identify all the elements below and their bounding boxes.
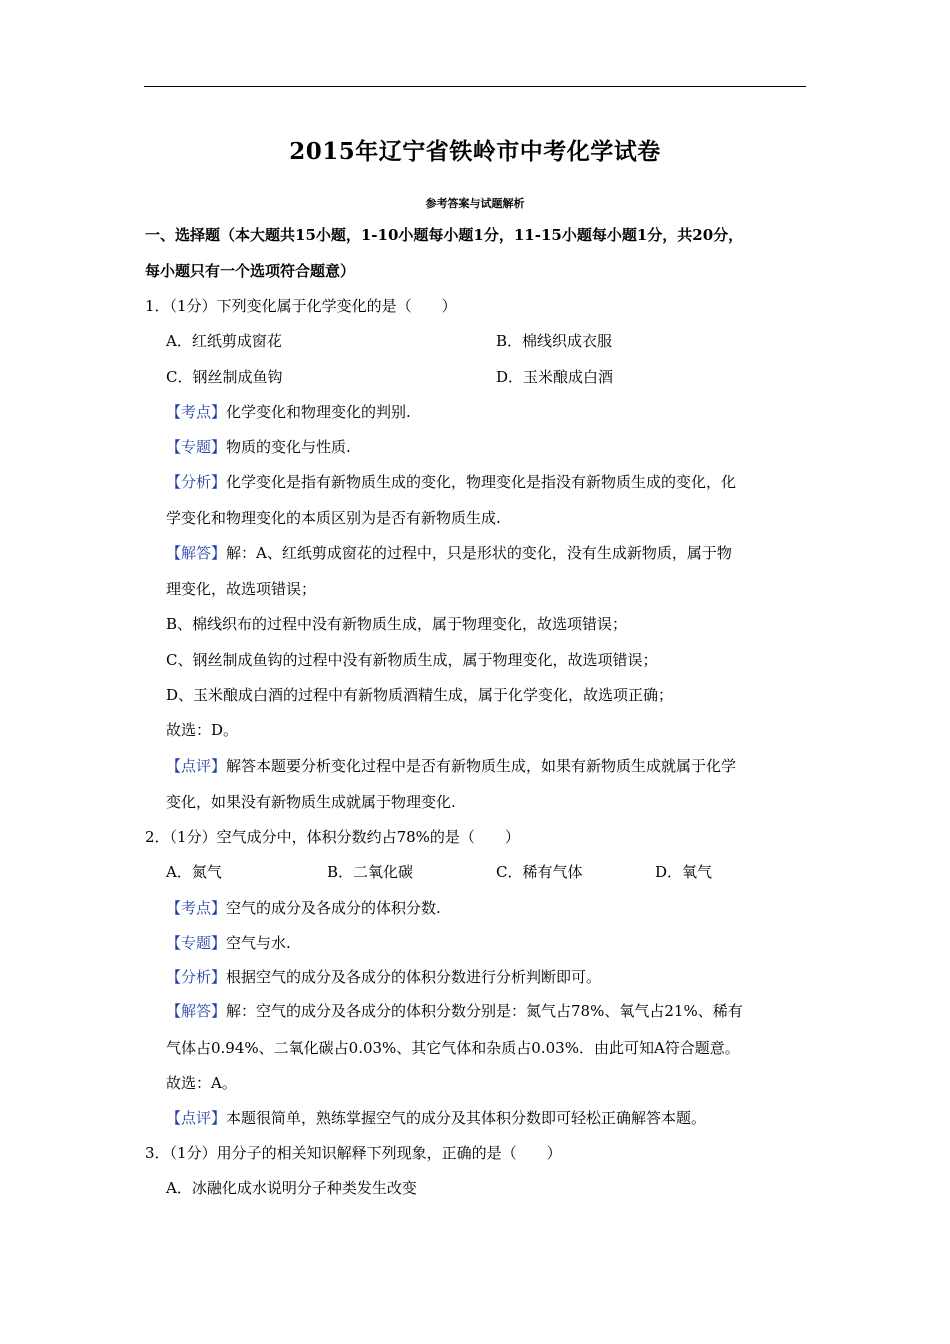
q2-kaodian-tag: 【考点】	[166, 899, 227, 917]
q2-option-a: A．氮气	[166, 863, 222, 881]
section-heading-line2: 每小题只有一个选项符合题意）	[145, 262, 356, 280]
q1-stem: 1．（1分）下列变化属于化学变化的是（ ）	[145, 297, 457, 315]
q1-kaodian-tag: 【考点】	[166, 403, 227, 421]
q1-dianping-text: 解答本题要分析变化过程中是否有新物质生成，如果有新物质生成就属于化学	[226, 757, 737, 775]
page-title: 2015年辽宁省铁岭市中考化学试卷	[289, 138, 661, 165]
q1-jieda-line5: D、玉米酿成白酒的过程中有新物质酒精生成，属于化学变化，故选项正确；	[166, 686, 674, 704]
q3-stem: 3．（1分）用分子的相关知识解释下列现象，正确的是（ ）	[145, 1144, 562, 1162]
q1-jieda-line2: 理变化，故选项错误；	[166, 580, 317, 598]
q1-option-d: D．玉米酿成白酒	[496, 368, 614, 386]
q2-zhuanti	[166, 933, 291, 953]
q2-stem: 2．（1分）空气成分中，体积分数约占78%的是（ ）	[145, 828, 520, 846]
q2-jieda-line2: 气体占0.94%、二氧化碳占0.03%、其它气体和杂质占0.03%．由此可知A符合题意。	[166, 1039, 740, 1057]
q1-fenxi-cont: 学变化和物理变化的本质区别为是否有新物质生成.	[166, 509, 501, 527]
q3-option-a: A．冰融化成水说明分子种类发生改变	[166, 1179, 417, 1197]
q2-option-c: C．稀有气体	[496, 863, 583, 881]
q2-jieda-line3: 故选：A。	[166, 1074, 237, 1092]
q1-dianping-tag: 【点评】	[166, 757, 227, 775]
q2-jieda-tag: 【解答】	[166, 1002, 227, 1020]
section-heading-line1: 一、选择题（本大题共15小题，1-10小题每小题1分，11-15小题每小题1分，共20分，	[145, 226, 744, 244]
q1-jieda-line4: C、钢丝制成鱼钩的过程中没有新物质生成，属于物理变化，故选项错误；	[166, 651, 658, 669]
q1-option-b: B．棉线织成衣服	[496, 332, 613, 350]
q2-fenxi	[166, 967, 601, 987]
q2-fenxi-text: 根据空气的成分及各成分的体积分数进行分析判断即可。	[226, 968, 602, 986]
q1-dianping-cont: 变化，如果没有新物质生成就属于物理变化.	[166, 793, 456, 811]
q2-option-d: D．氧气	[655, 863, 713, 881]
q1-jieda-tag: 【解答】	[166, 544, 227, 562]
q1-jieda-text: 解：A、红纸剪成窗花的过程中，只是形状的变化，没有生成新物质，属于物	[226, 544, 732, 562]
q2-kaodian-text: 空气的成分及各成分的体积分数.	[226, 899, 441, 917]
q1-fenxi-text: 化学变化是指有新物质生成的变化，物理变化是指没有新物质生成的变化，化	[226, 473, 737, 491]
q1-option-a: A．红纸剪成窗花	[166, 332, 282, 350]
q1-jieda-line3: B、棉线织布的过程中没有新物质生成，属于物理变化，故选项错误；	[166, 615, 628, 633]
q2-dianping	[166, 1108, 706, 1128]
page-subtitle: 参考答案与试题解析	[425, 197, 525, 210]
q1-jieda-line6: 故选：D。	[166, 721, 239, 739]
q1-fenxi-tag: 【分析】	[166, 473, 227, 491]
q2-dianping-text: 本题很简单，熟练掌握空气的成分及其体积分数即可轻松正确解答本题。	[226, 1109, 707, 1127]
q2-zhuanti-text: 空气与水.	[226, 934, 291, 952]
q1-zhuanti	[166, 437, 351, 457]
q1-zhuanti-tag: 【专题】	[166, 438, 227, 456]
q2-jieda-text: 解：空气的成分及各成分的体积分数分别是：氮气占78%、氧气占21%、稀有	[226, 1002, 743, 1020]
q1-dianping	[166, 756, 736, 776]
q2-dianping-tag: 【点评】	[166, 1109, 227, 1127]
q2-jieda	[166, 1001, 743, 1021]
header-rule	[144, 86, 806, 87]
q1-kaodian-text: 化学变化和物理变化的判别.	[226, 403, 411, 421]
q1-fenxi	[166, 472, 736, 492]
q1-jieda	[166, 543, 732, 563]
q1-option-c: C．钢丝制成鱼钩	[166, 368, 283, 386]
q1-kaodian	[166, 402, 411, 422]
q1-zhuanti-text: 物质的变化与性质.	[226, 438, 351, 456]
q2-zhuanti-tag: 【专题】	[166, 934, 227, 952]
q2-kaodian	[166, 898, 441, 918]
q2-fenxi-tag: 【分析】	[166, 968, 227, 986]
q2-option-b: B．二氧化碳	[327, 863, 414, 881]
